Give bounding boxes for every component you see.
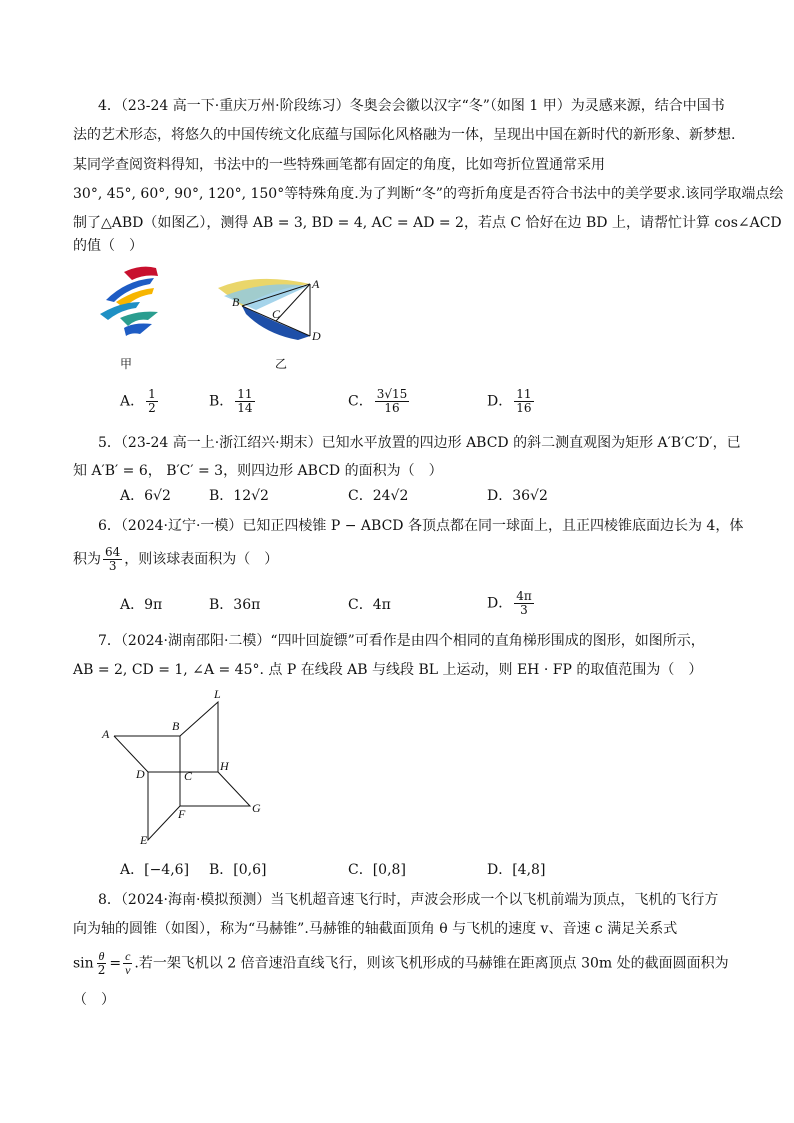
pt-c: C xyxy=(184,769,193,783)
pt-h: H xyxy=(220,759,229,773)
q7-option-a[interactable]: A．[−4,6] xyxy=(120,862,190,878)
pt-l: L xyxy=(214,687,221,701)
fraction: $\frac{11}{14}$ xyxy=(237,387,253,415)
q7-line-1: 7．（2024·湖南邵阳·二模）“四叶回旋镖”可看作是由四个相同的直角梯形围成的图形，如图所示， xyxy=(98,633,705,649)
option-label: B． xyxy=(209,393,234,410)
q4-line-3: 某同学查阅资料得知，书法中的一些特殊画笔都有固定的角度，比如弯折位置通常采用 xyxy=(73,157,605,173)
q8-line-1: 8．（2024·海南·模拟预测）当飞机超音速飞行时，声波会形成一个以飞机前端为顶点，飞机的飞行方 xyxy=(98,892,719,908)
fraction: $\frac{11}{16}$ xyxy=(516,387,532,415)
option-label: A． xyxy=(120,393,145,410)
q5-option-c[interactable]: C．24√2 xyxy=(348,488,409,504)
q7-option-d[interactable]: D．[4,8] xyxy=(487,862,546,878)
q8-line-3: sin $\frac{\theta}{2}$ = $\frac{c}{v}$ .若一架飞机以 2 倍音速沿直线飞行，则该飞机形成的马赫锥在距离顶点 30m 处的截面圆面积为 xyxy=(73,949,729,977)
q4-option-b[interactable] xyxy=(209,388,257,415)
pt-a: A xyxy=(312,277,320,291)
option-label: D． xyxy=(487,595,513,612)
q5-line-2: 知 A′B′ = 6， B′C′ = 3，则四边形 ABCD 的面积为（ ） xyxy=(73,463,443,479)
q8-line-4: （ ） xyxy=(73,992,115,1008)
pt-f: F xyxy=(178,807,186,821)
q4-line-5: 制了△ABD（如图乙），测得 AB = 3, BD = 4, AC = AD = 2，若点 C 恰好在边 BD 上，请帮忙计算 cos∠ACD xyxy=(73,215,782,231)
fraction: $\frac{\theta}{2}$ xyxy=(97,949,106,977)
q6-line-2: 积为 $\frac{64}{3}$ ，则该球表面积为（ ） xyxy=(73,545,279,573)
q8-line-2: 向为轴的圆锥（如图），称为“马赫锥”.马赫锥的轴截面顶角 θ 与飞机的速度 v、音速 c 满足关系式 xyxy=(73,921,678,937)
fraction: $\frac{1}{2}$ xyxy=(148,387,156,415)
pt-d: D xyxy=(136,767,145,781)
q5-option-b[interactable]: B．12√2 xyxy=(209,488,269,504)
option-label: D． xyxy=(487,393,513,410)
triangle-abd-figure xyxy=(216,270,324,352)
caption-yi: 乙 xyxy=(275,357,288,371)
q5-line-1: 5．（23-24 高一上·浙江绍兴·期末）已知水平放置的四边形 ABCD 的斜二测直观图为矩形 A′B′C′D′，已 xyxy=(98,435,741,451)
q6-option-c[interactable]: C．4π xyxy=(348,597,391,613)
q7-option-c[interactable]: C．[0,8] xyxy=(348,862,406,878)
q6-option-b[interactable]: B．36π xyxy=(209,597,261,613)
q4-option-c[interactable] xyxy=(348,388,411,415)
pt-b: B xyxy=(232,295,240,309)
q6-option-a[interactable]: A．9π xyxy=(120,597,163,613)
q7-option-b[interactable]: B．[0,6] xyxy=(209,862,267,878)
boomerang-figure xyxy=(96,686,276,846)
pt-g: G xyxy=(252,801,261,815)
winter-olympics-emblem xyxy=(96,262,172,348)
q6-line-1: 6．（2024·辽宁·一模）已知正四棱锥 P − ABCD 各顶点都在同一球面上，且正四棱锥底面边长为 4，体 xyxy=(98,518,744,534)
pt-a: A xyxy=(102,727,110,741)
fraction: $\frac{4\pi}{3}$ xyxy=(516,589,532,617)
pt-c: C xyxy=(272,307,281,321)
fraction: $\frac{3√15}{16}$ xyxy=(376,387,408,415)
q5-option-d[interactable]: D．36√2 xyxy=(487,488,548,504)
pt-d: D xyxy=(312,329,321,343)
fraction: $\frac{c}{v}$ xyxy=(125,949,131,977)
q4-option-a[interactable] xyxy=(120,388,160,415)
q4-line-2: 法的艺术形态，将悠久的中国传统文化底蕴与国际化风格融为一体，呈现出中国在新时代的新形象、新梦想. xyxy=(73,127,736,143)
q4-option-d[interactable] xyxy=(487,388,536,415)
q4-line-1: 4．（23-24 高一下·重庆万州·阶段练习）冬奥会会徽以汉字“冬”（如图 1 甲）为灵感来源，结合中国书 xyxy=(98,98,725,114)
pt-e: E xyxy=(140,833,148,846)
pt-b: B xyxy=(172,719,180,733)
caption-jia: 甲 xyxy=(120,357,133,371)
q4-line-4: 30°, 45°, 60°, 90°, 120°, 150°等特殊角度.为了判断“冬”的弯折角度是否符合书法中的美学要求.该同学取端点绘 xyxy=(73,186,784,202)
fraction: $\frac{64}{3}$ xyxy=(105,545,121,573)
q4-line-6: 的值（ ） xyxy=(73,238,143,254)
q5-option-a[interactable]: A．6√2 xyxy=(120,488,171,504)
q6-option-d[interactable] xyxy=(487,590,536,617)
option-label: C． xyxy=(348,393,373,410)
q7-line-2: AB = 2, CD = 1, ∠A = 45°. 点 P 在线段 AB 与线段 BL 上运动，则 EH · FP 的取值范围为（ ） xyxy=(73,662,703,678)
